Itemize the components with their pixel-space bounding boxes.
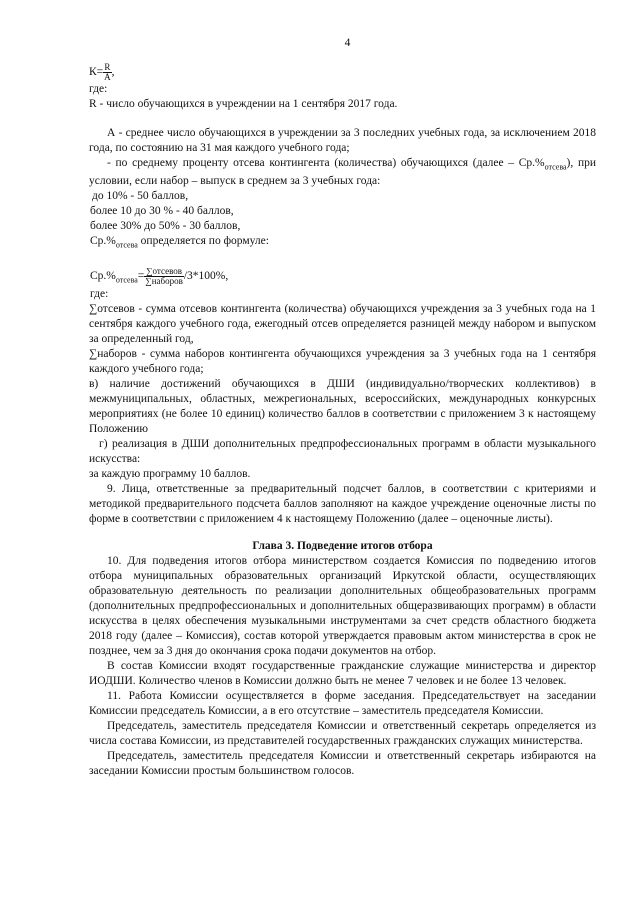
formula-k [89,63,596,82]
where-label: где: [89,83,108,95]
formula-intro-b: определяется по формуле: [137,235,269,248]
otsev-text-a: - по среднему проценту отсева контингента (количества) обучающихся (далее – Ср.% [107,157,545,169]
otsev-text-b: ), при условии, если набор – выпуск в среднем за 3 учебных года: [89,157,597,188]
score-line-2: более 10 до 30 % - 40 баллов, [90,205,234,218]
fraction-otsev-nabor [144,267,184,286]
formula-k-lhs: К= [89,66,104,79]
sum-otsev-def: ∑отсевов - сумма отсевов контингента (количества) обучающихся учреждения за 3 учебных года на 1 сентября каждого учебного года, ежегодный отсев определяется разницей между набором и выпуском за определенный год, [89,303,596,346]
fraction-r-a [103,63,112,82]
formula-otsev: $Ср.\%_{отсева}=$ ∑отсевов ∑наборов /3*100%, [90,265,229,286]
paragraph-10b: В состав Комиссии входят государственные гражданские служащие министерства и директор ИОДШИ. Количество членов в Комиссии должно быть не менее 7 человек и не более 13 человек. [89,660,596,688]
otsev-paragraph [89,156,596,189]
formula-intro [89,234,596,252]
where-label-2: где: [90,288,109,301]
paragraph-9: 9. Лица, ответственные за предварительный подсчет баллов, в соответствии с критериями и методикой предварительного подсчета баллов заполняют на каждое учреждение оценочные листы по форме в соответствии с приложением 4 к настоящему Положению (далее – оценочные листы). [89,483,596,526]
r-definition: R - число обучающихся в учреждении на 1 сентября 2017 года. [89,98,398,110]
fraction2-numerator: ∑отсевов [146,265,183,276]
otsev-subscript: отсева [544,162,567,172]
fraction2-denominator: ∑наборов [145,275,183,286]
item-g: г) реализация в ДШИ дополнительных предпрофессиональных программ в области музыкального искусства: [89,438,596,466]
chapter-title: Глава 3. Подведение итогов отбора [252,540,433,553]
fraction-numerator: R [104,62,111,72]
formula-intro-sub: отсева [115,240,138,250]
sum-nabor-def: ∑наборов - сумма наборов контингента обучающихся учреждения за 3 учебных года на 1 сентября каждого учебного года; [89,348,596,376]
formula2-lhs: Ср.% [90,269,116,282]
formula2-sub: отсева [115,275,138,285]
paragraph-11c: Председатель, заместитель председателя Комиссии и ответственный секретарь избираются на заседании Комиссии простым большинством голосов. [89,750,596,778]
formula-k-tail: , [111,66,115,79]
paragraph-11b: Председатель, заместитель председателя Комиссии и ответственный секретарь определяется из числа состава Комиссии, из представителей государственных гражданских служащих министерства. [89,720,596,748]
formula-intro-a: Ср.% [90,235,116,248]
paragraph-11: 11. Работа Комиссии осуществляется в форме заседания. Председательствует на заседании Комиссии председатель Комиссии, а в его отсутствие – заместитель председателя Комиссии. [89,690,596,718]
formula2-tail: /3*100%, [183,269,229,282]
item-g-score: за каждую программу 10 баллов. [89,468,251,481]
score-line-3: более 30% до 50% - 30 баллов, [90,220,241,233]
paragraph-10: 10. Для подведения итогов отбора министерством создается Комиссия по подведению итогов отбора муниципальных образовательных организаций Иркутской области, осуществляющих образовательную деятельность по реализации дополнительных общеобразовательных программ (дополнительных предпрофессиональных и дополнительных общеразвивающих программ) в области искусства в целях обеспечения музыкальными инструментами за счет средств областного бюджета 2018 году (далее – Комиссия), состав которой утверждается правовым актом министерства в срок не позднее, чем за 3 дня до окончания срока подачи документов на отбор. [89,555,596,658]
page-number: 4 [344,37,351,49]
fraction-denominator: A [104,72,111,82]
item-v: в) наличие достижений обучающихся в ДШИ (индивидуально/творческих коллективов) в межмуниципальных, областных, межрегиональных, всероссийских, международных конкурсных мероприятиях (не более 10 единиц) количество баллов в соответствии с приложением 3 к настоящему Положению [89,378,596,436]
a-definition: А - среднее число обучающихся в учреждении за 3 последних учебных года, за исключением 2018 года, по состоянию на 31 мая каждого учебного года; [89,127,596,154]
score-line-1: до 10% - 50 баллов, [92,190,189,203]
